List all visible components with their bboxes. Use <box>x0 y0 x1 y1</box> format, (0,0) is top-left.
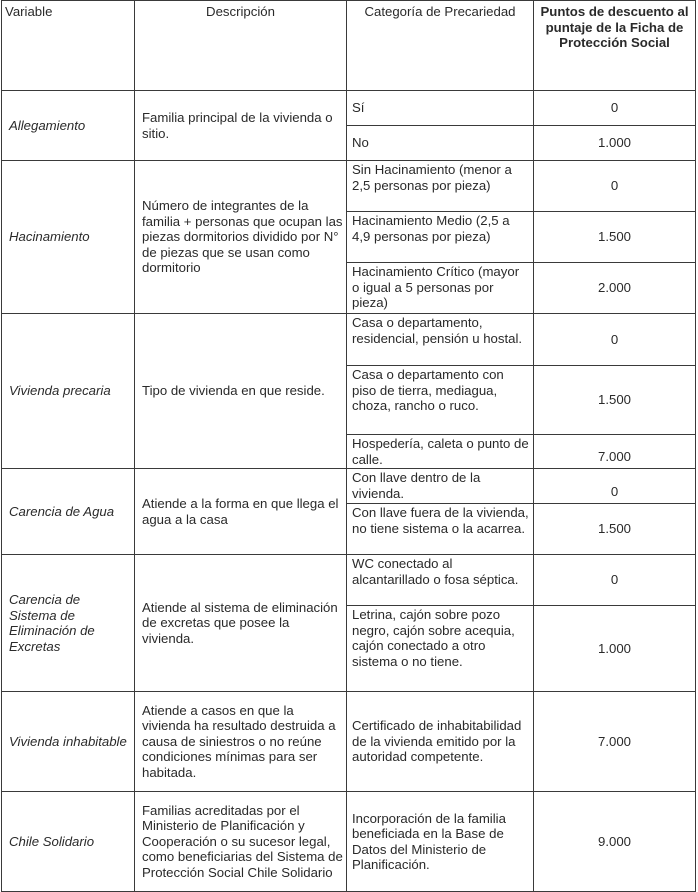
puntos-cell: 0 <box>534 314 696 366</box>
variable-cell: Carencia de Agua <box>2 469 135 555</box>
descripcion-cell: Familias acreditadas por el Ministerio de Planificación y Cooperación o su sucesor legal, como beneficiarias del Sistema de Protección Social Chile Solidario <box>135 792 347 892</box>
descripcion-cell: Atiende a casos en que la vivienda ha resultado destruida a causa de siniestros o no reúne condiciones mínimas para ser habitada. <box>135 692 347 792</box>
puntos-cell: 7.000 <box>534 692 696 792</box>
descripcion-cell: Número de integrantes de la familia + personas que ocupan las piezas dormitorios dividido por N° de piezas que se usan como dormitorio <box>135 161 347 314</box>
puntos-cell: 1.500 <box>534 366 696 435</box>
table-row <box>2 161 696 212</box>
descripcion-cell: Familia principal de la vivienda o sitio. <box>135 91 347 161</box>
puntos-cell: 0 <box>534 91 696 126</box>
puntos-cell: 1.000 <box>534 126 696 161</box>
categoria-cell: Con llave dentro de la vivienda. <box>347 469 534 504</box>
table-row <box>2 692 696 792</box>
puntos-cell: 0 <box>534 555 696 606</box>
categoria-cell: Con llave fuera de la vivienda, no tiene sistema o la acarrea. <box>347 504 534 555</box>
header-puntos: Puntos de descuento al puntaje de la Ficha de Protección Social <box>534 1 696 91</box>
puntos-cell: 7.000 <box>534 435 696 469</box>
puntos-cell: 0 <box>534 469 696 504</box>
categoria-cell: Casa o departamento con piso de tierra, mediagua, choza, rancho o ruco. <box>347 366 534 435</box>
table-row <box>2 555 696 606</box>
categoria-cell: Hospedería, caleta o punto de calle. <box>347 435 534 469</box>
variable-cell: Hacinamiento <box>2 161 135 314</box>
table-row <box>2 792 696 892</box>
header-descripcion: Descripción <box>135 1 347 91</box>
precariedad-table <box>1 0 696 892</box>
variable-cell: Allegamiento <box>2 91 135 161</box>
descripcion-cell: Atiende al sistema de eliminación de excretas que posee la vivienda. <box>135 555 347 692</box>
categoria-cell: Hacinamiento Crítico (mayor o igual a 5 personas por pieza) <box>347 263 534 314</box>
categoria-cell: Casa o departamento, residencial, pensión u hostal. <box>347 314 534 366</box>
descripcion-cell: Atiende a la forma en que llega el agua a la casa <box>135 469 347 555</box>
puntos-cell: 9.000 <box>534 792 696 892</box>
categoria-cell: Sin Hacinamiento (menor a 2,5 personas por pieza) <box>347 161 534 212</box>
puntos-cell: 1.000 <box>534 606 696 692</box>
table-row <box>2 469 696 504</box>
variable-cell: Chile Solidario <box>2 792 135 892</box>
categoria-cell: Certificado de inhabitabilidad de la vivienda emitido por la autoridad competente. <box>347 692 534 792</box>
header-variable: Variable <box>2 1 135 91</box>
puntos-cell: 2.000 <box>534 263 696 314</box>
puntos-cell: 1.500 <box>534 212 696 263</box>
table-row <box>2 314 696 366</box>
categoria-cell: WC conectado al alcantarillado o fosa séptica. <box>347 555 534 606</box>
variable-cell: Carencia de Sistema de Eliminación de Excretas <box>2 555 135 692</box>
puntos-cell: 0 <box>534 161 696 212</box>
categoria-cell: No <box>347 126 534 161</box>
variable-cell: Vivienda precaria <box>2 314 135 469</box>
puntos-cell: 1.500 <box>534 504 696 555</box>
categoria-cell: Sí <box>347 91 534 126</box>
descripcion-cell: Tipo de vivienda en que reside. <box>135 314 347 469</box>
header-categoria: Categoría de Precariedad <box>347 1 534 91</box>
categoria-cell: Hacinamiento Medio (2,5 a 4,9 personas por pieza) <box>347 212 534 263</box>
header-row <box>2 1 696 91</box>
categoria-cell: Letrina, cajón sobre pozo negro, cajón sobre acequia, cajón conectado a otro sistema o no tiene. <box>347 606 534 692</box>
categoria-cell: Incorporación de la familia beneficiada en la Base de Datos del Ministerio de Planificación. <box>347 792 534 892</box>
table-row <box>2 91 696 126</box>
variable-cell: Vivienda inhabitable <box>2 692 135 792</box>
